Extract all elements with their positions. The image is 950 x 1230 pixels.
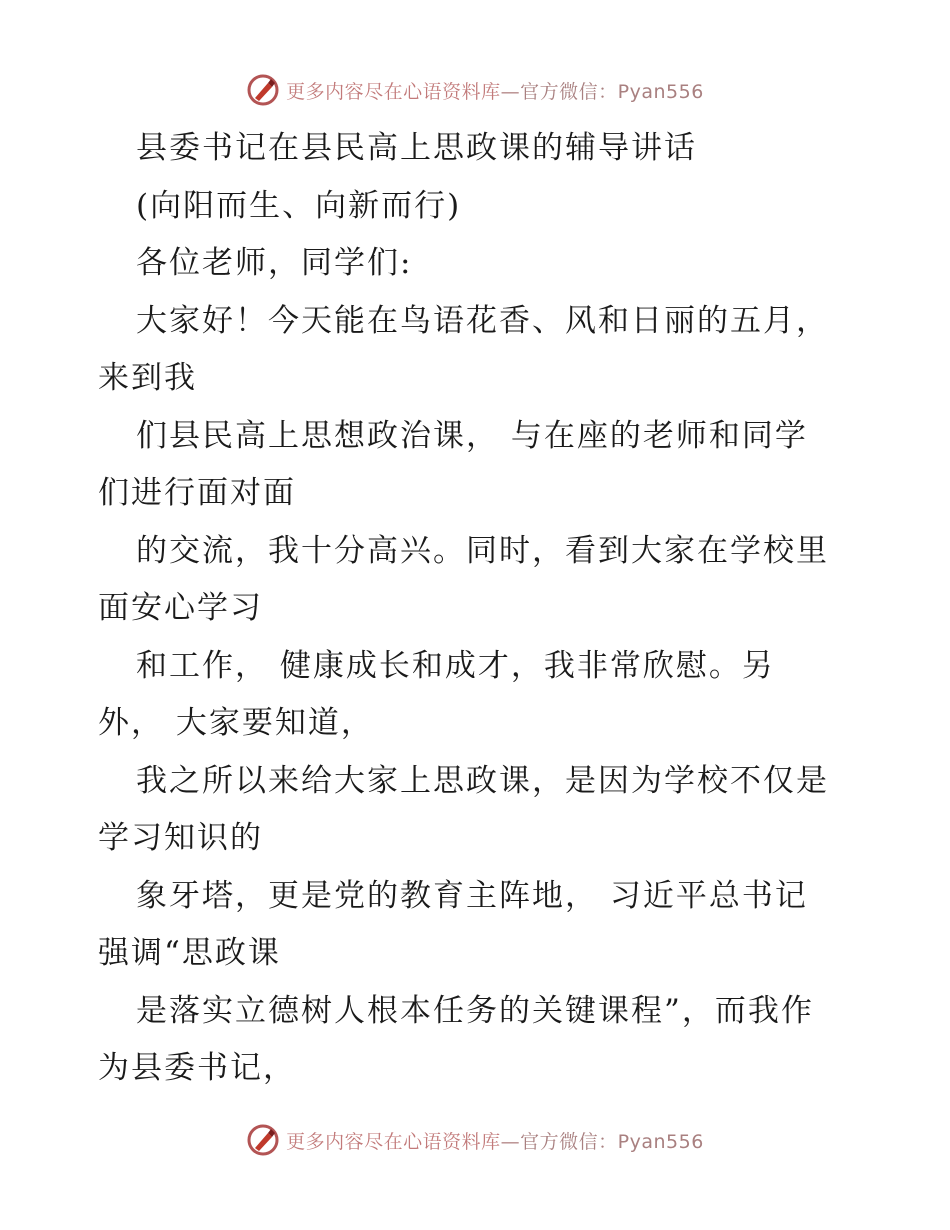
doc-line: 和工作， 健康成长和成才，我非常欣慰。另 — [136, 647, 775, 684]
watermark-suffix: 官方微信：Pyan556 — [520, 1130, 704, 1153]
watermark-main: 更多内容尽在心语资料库 — [286, 1130, 501, 1153]
doc-salutation: 各位老师，同学们: — [136, 245, 413, 281]
doc-line: 大家好！今天能在鸟语花香、风和日丽的五月， — [136, 302, 829, 339]
footer-watermark — [0, 1120, 950, 1160]
doc-subtitle: (向阳而生、向新而行) — [136, 187, 462, 224]
doc-line: 我之所以来给大家上思政课，是因为学校不仅是 — [136, 762, 829, 799]
watermark-main: 更多内容尽在心语资料库 — [286, 80, 501, 103]
document-body — [98, 120, 858, 1098]
doc-title: 县委书记在县民高上思政课的辅导讲话 — [136, 130, 697, 166]
doc-line: 的交流，我十分高兴。同时，看到大家在学校里 — [136, 532, 829, 569]
doc-line: 象牙塔，更是党的教育主阵地， 习近平总书记 — [136, 877, 808, 914]
watermark-text — [286, 77, 704, 104]
doc-line: 强调“思政课 — [98, 935, 281, 971]
doc-line: 学习知识的 — [98, 820, 263, 856]
doc-line: 们县民高上思想政治课， 与在座的老师和同学 — [136, 417, 808, 454]
header-watermark — [0, 70, 950, 110]
pen-logo-icon — [246, 73, 280, 107]
doc-line: 为县委书记， — [98, 1050, 296, 1086]
watermark-dash: — — [500, 1130, 521, 1153]
doc-line: 们进行面对面 — [98, 475, 296, 511]
pen-logo-icon — [246, 1123, 280, 1157]
watermark-suffix: 官方微信：Pyan556 — [520, 80, 704, 103]
watermark-text — [286, 1127, 704, 1154]
doc-line: 外， 大家要知道， — [98, 705, 374, 741]
doc-line: 是落实立德树人根本任务的关键课程”，而我作 — [136, 992, 814, 1029]
doc-line: 面安心学习 — [98, 590, 263, 626]
watermark-dash: — — [500, 80, 521, 103]
doc-line: 来到我 — [98, 360, 197, 396]
